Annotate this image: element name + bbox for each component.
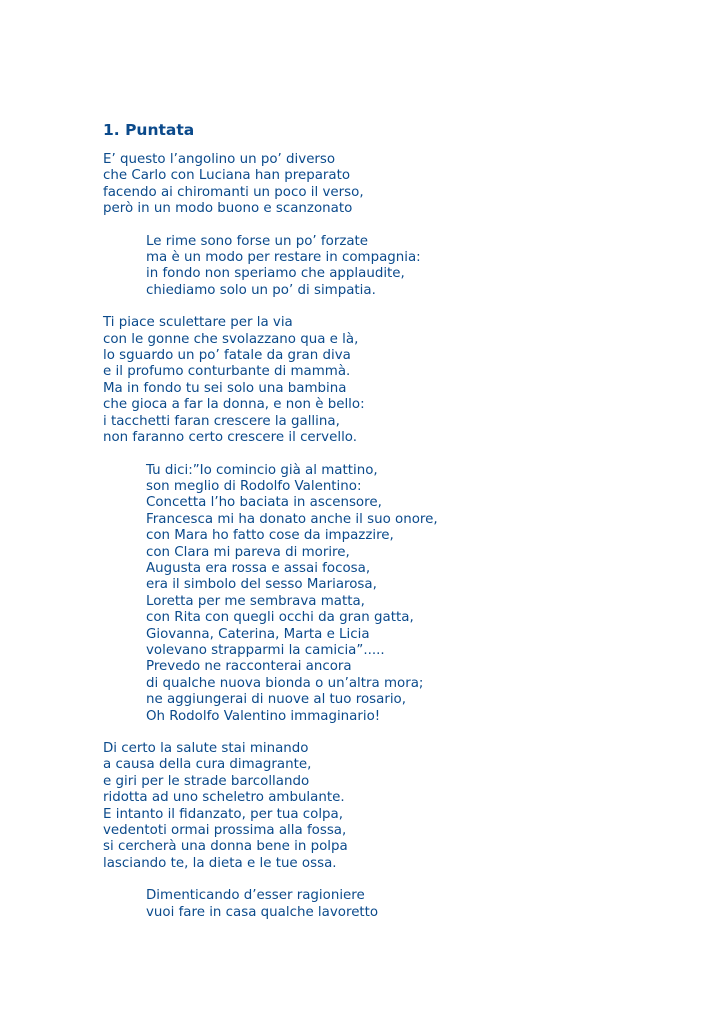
poem-line: Le rime sono forse un po’ forzate (146, 233, 369, 249)
poem-line: che gioca a far la donna, e non è bello: (103, 397, 365, 413)
poem-line: e il profumo conturbante di mammà. (103, 364, 351, 380)
poem-line: Loretta per me sembrava matta, (146, 593, 365, 609)
poem-line: Augusta era rossa e assai focosa, (146, 560, 371, 576)
poem-line: vuoi fare in casa qualche lavoretto (146, 904, 379, 920)
poem-line: con Rita con quegli occhi da gran gatta, (146, 610, 414, 626)
poem-line: E’ questo l’angolino un po’ diverso (103, 152, 336, 167)
stanza (0, 315, 724, 446)
stanza (0, 741, 724, 872)
poem-line: Ma in fondo tu sei solo una bambina (103, 380, 347, 396)
poem-line: con Clara mi pareva di morire, (146, 544, 350, 560)
poem-line: facendo ai chiromanti un poco il verso, (103, 184, 364, 200)
stanza (0, 463, 724, 726)
poem-line: lo sguardo un po’ fatale da gran diva (103, 348, 351, 364)
poem-line: Dimenticando d’esser ragioniere (146, 888, 365, 904)
poem-line: era il simbolo del sesso Mariarosa, (146, 577, 377, 593)
poem-line: Prevedo ne racconterai ancora (146, 659, 352, 675)
poem-line: son meglio di Rodolfo Valentino: (146, 478, 362, 494)
poem-line: volevano strapparmi la camicia”..... (146, 642, 385, 658)
poem-line: i tacchetti faran crescere la gallina, (103, 413, 340, 429)
poem-line: Tu dici:”Io comincio già al mattino, (146, 462, 378, 478)
poem-line: Oh Rodolfo Valentino immaginario! (146, 708, 381, 724)
poem-line: Concetta l’ho baciata in ascensore, (146, 495, 382, 511)
poem-line: a causa della cura dimagrante, (103, 757, 312, 773)
poem-line: chiediamo solo un po’ di simpatia. (146, 282, 376, 298)
poem-line: con le gonne che svolazzano qua e là, (103, 331, 359, 347)
poem-line: si cercherà una donna bene in polpa (103, 839, 348, 855)
stanza (0, 888, 724, 921)
poem-line: lasciando te, la dieta e le tue ossa. (103, 855, 337, 871)
stanza (0, 152, 724, 218)
stanza (0, 234, 724, 300)
poem-line: però in un modo buono e scanzonato (103, 201, 353, 217)
poem-line: con Mara ho fatto cose da impazzire, (146, 528, 394, 544)
poem-body (0, 152, 724, 937)
poem-line: Giovanna, Caterina, Marta e Licia (146, 626, 370, 642)
poem-line: non faranno certo crescere il cervello. (103, 430, 357, 446)
poem-line: E intanto il fidanzato, per tua colpa, (103, 806, 344, 822)
poem-line: ridotta ad uno scheletro ambulante. (103, 790, 345, 806)
poem-line: e giri per le strade barcollando (103, 773, 310, 789)
poem-line: Di certo la salute stai minando (103, 741, 309, 756)
poem-line: di qualche nuova bionda o un’altra mora; (146, 675, 424, 691)
poem-line: in fondo non speriamo che applaudite, (146, 266, 405, 282)
poem-line: che Carlo con Luciana han preparato (103, 168, 351, 184)
poem-line: vedentoti ormai prossima alla fossa, (103, 823, 347, 839)
page-title: 1. Puntata (103, 121, 195, 139)
poem-line: ne aggiungerai di nuove al tuo rosario, (146, 692, 406, 708)
poem-line: Francesca mi ha donato anche il suo onore, (146, 511, 438, 527)
poem-line: Ti piace sculettare per la via (103, 315, 293, 331)
poem-line: ma è un modo per restare in compagnia: (146, 250, 421, 266)
